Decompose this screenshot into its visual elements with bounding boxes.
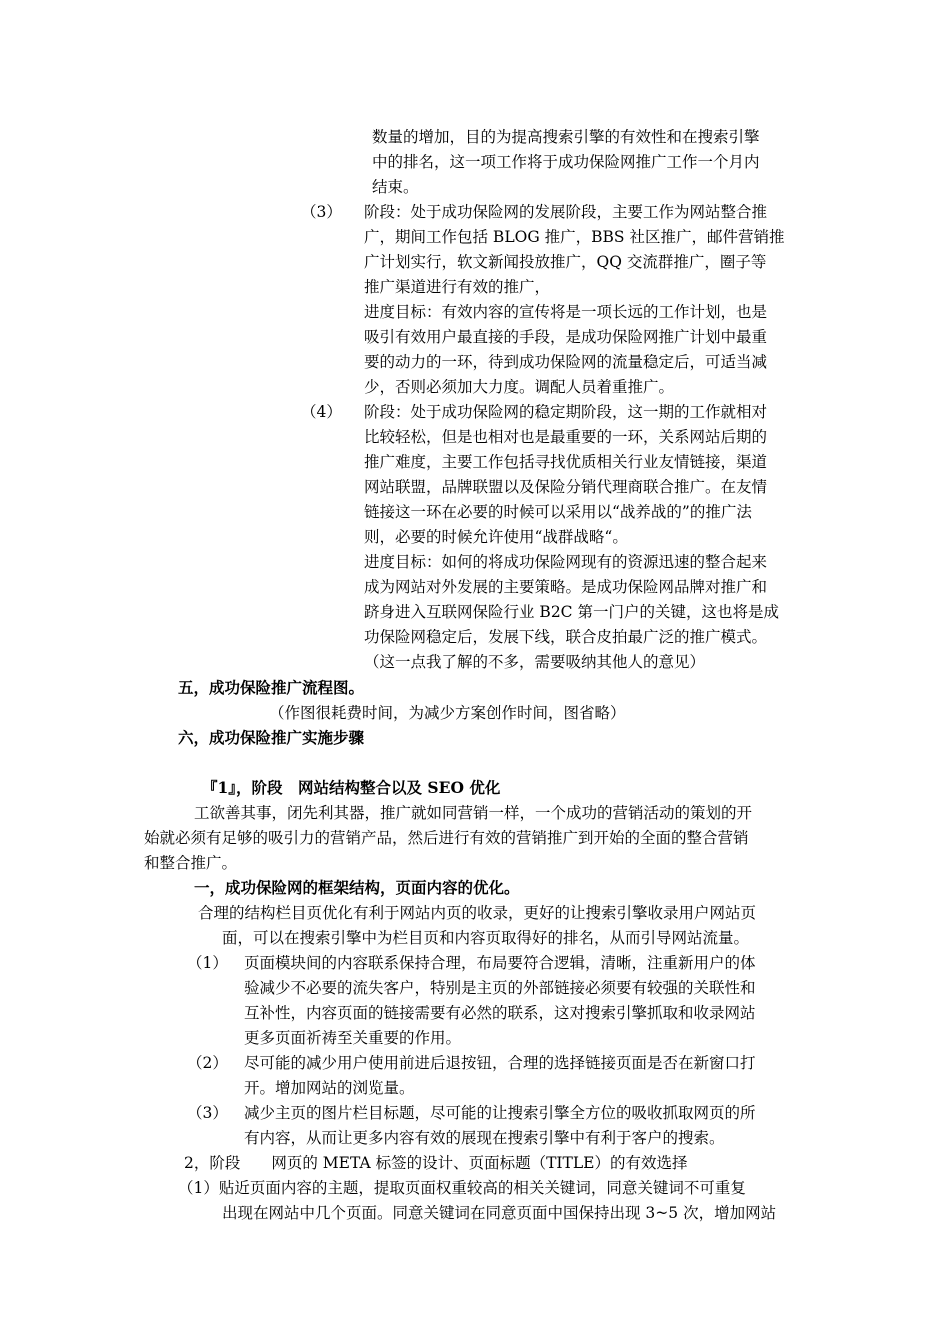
list-marker: （2） (187, 1054, 228, 1072)
stage-heading: 『1』，阶段 网站结构整合以及 SEO 优化 (202, 778, 501, 797)
text-line: 推广渠道进行有效的推广， (364, 278, 551, 296)
text-line: （1）贴近页面内容的主题，提取页面权重较高的相关关键词，同意关键词不可重复 (178, 1179, 746, 1197)
text-line: 成为网站对外发展的主要策略。是成功保险网品牌对推广和 (364, 578, 768, 596)
subsection-heading: 一，成功保险网的框架结构，页面内容的优化。 (194, 878, 520, 897)
list-marker: （3） (301, 203, 342, 221)
text-line: 验减少不必要的流失客户，特别是主页的外部链接必须要有较强的关联性和 (244, 979, 756, 997)
text-line: 结束。 (372, 178, 419, 196)
text-line: 阶段：处于成功保险网的发展阶段，主要工作为网站整合推 (364, 203, 768, 221)
text-line: 进度目标：如何的将成功保险网现有的资源迅速的整合起来 (364, 553, 768, 571)
text-line: 始就必须有足够的吸引力的营销产品，然后进行有效的营销推广到开始的全面的整合营销 (144, 829, 749, 847)
text-line: 要的动力的一环，待到成功保险网的流量稳定后，可适当减 (364, 353, 768, 371)
text-line: 比较轻松，但是也相对也是最重要的一环，关系网站后期的 (364, 428, 768, 446)
text-line: 页面模块间的内容联系保持合理，布局要符合逻辑，清晰，注重新用户的体 (244, 954, 756, 972)
text-line: （这一点我了解的不多，需要吸纳其他人的意见） (364, 653, 706, 671)
text-line: 链接这一环在必要的时候可以采用以“战养战的”的推广法 (364, 503, 752, 521)
section-heading: 五，成功保险推广流程图。 (178, 678, 365, 697)
text-line: 互补性，内容页面的链接需要有必然的联系，这对搜索引擎抓取和收录网站 (244, 1004, 756, 1022)
text-line: 更多页面祈祷至关重要的作用。 (244, 1029, 462, 1047)
text-line: 开。增加网站的浏览量。 (244, 1079, 415, 1097)
text-line: 推广难度，主要工作包括寻找优质相关行业友情链接，渠道 (364, 453, 768, 471)
text-line: 面，可以在搜索引擎中为栏目页和内容页取得好的排名，从而引导网站流量。 (222, 929, 750, 947)
list-marker: （1） (187, 954, 228, 972)
list-marker: （4） (301, 403, 342, 421)
text-line: 数量的增加，目的为提高搜索引擎的有效性和在搜索引擎 (372, 128, 760, 146)
list-marker: （3） (187, 1104, 228, 1122)
text-line: 中的排名，这一项工作将于成功保险网推广工作一个月内 (372, 153, 760, 171)
text-line: 网站联盟，品牌联盟以及保险分销代理商联合推广。在友情 (364, 478, 768, 496)
text-line: 尽可能的减少用户使用前进后退按钮，合理的选择链接页面是否在新窗口打 (244, 1054, 756, 1072)
text-line: 和整合推广。 (144, 854, 238, 872)
text-line: 少，否则必须加大力度。调配人员着重推广。 (364, 378, 675, 396)
text-line: 吸引有效用户最直接的手段，是成功保险网推广计划中最重 (364, 328, 768, 346)
text-line: 广计划实行，软文新闻投放推广，QQ 交流群推广，圈子等 (364, 253, 767, 271)
text-line: 合理的结构栏目页优化有利于网站内页的收录，更好的让搜索引擎收录用户网站页 (198, 904, 757, 922)
text-line: 跻身进入互联网保险行业 B2C 第一门户的关键，这也将是成 (364, 603, 779, 621)
text-line: 广，期间工作包括 BLOG 推广，BBS 社区推广，邮件营销推 (364, 228, 785, 246)
text-line: 功保险网稳定后，发展下线，联合皮拍最广泛的推广模式。 (364, 628, 768, 646)
text-line: （作图很耗费时间，为减少方案创作时间，图省略） (269, 704, 626, 722)
text-line: 出现在网站中几个页面。同意关键词在同意页面中国保持出现 3~5 次，增加网站 (222, 1204, 777, 1222)
stage-heading: 2，阶段 网页的 META 标签的设计、页面标题（TITLE）的有效选择 (184, 1154, 688, 1172)
text-line: 减少主页的图片栏目标题，尽可能的让搜索引擎全方位的吸收抓取网页的所 (244, 1104, 756, 1122)
text-line: 工欲善其事，闭先利其器，推广就如同营销一样，一个成功的营销活动的策划的开 (194, 804, 753, 822)
text-line: 有内容，从而让更多内容有效的展现在搜索引擎中有利于客户的搜索。 (244, 1129, 725, 1147)
section-heading: 六，成功保险推广实施步骤 (178, 728, 365, 747)
text-line: 阶段：处于成功保险网的稳定期阶段，这一期的工作就相对 (364, 403, 768, 421)
text-line: 则，必要的时候允许使用“战群战略“。 (364, 528, 628, 546)
text-line: 进度目标：有效内容的宣传将是一项长远的工作计划，也是 (364, 303, 768, 321)
